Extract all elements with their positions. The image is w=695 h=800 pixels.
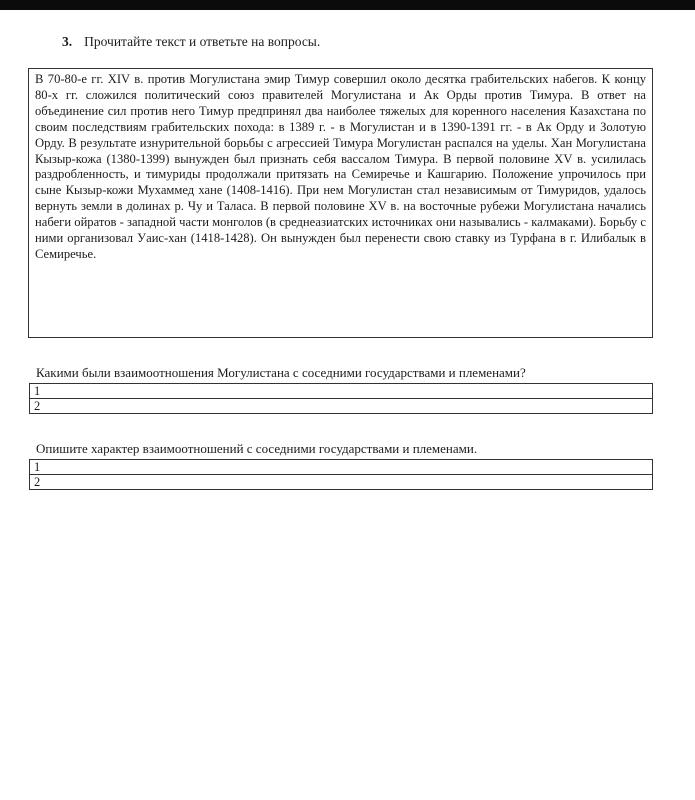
task-number: 3.: [62, 34, 73, 49]
top-status-bar: [0, 0, 695, 10]
question-1-answer-table: [29, 383, 653, 414]
task-heading: [62, 34, 320, 50]
answer-row[interactable]: [30, 399, 653, 414]
question-1-title: Какими были взаимоотношения Могулистана с соседними государствами и племенами?: [36, 365, 526, 380]
answer-row-number: 2: [30, 399, 653, 414]
answer-row-number: 2: [30, 475, 653, 490]
answer-row[interactable]: [30, 475, 653, 490]
answer-row[interactable]: [30, 460, 653, 475]
answer-row[interactable]: [30, 384, 653, 399]
reading-passage: В 70-80-е гг. XIV в. против Могулистана эмир Тимур совершил около десятка грабительских набегов. К концу 80-х гг. сложился политический союз правителей Могулистана и Ак Орды против Тимура. В ответ на объединение сил против него Тимур предпринял два наиболее тяжелых для коренного населения Казахстана по своим последствиям грабительских похода: в 1389 г. - в Могулистан и в 1390-1391 гг. - в Ак Орду и Золотую Орду. В результате изнурительной борьбы с агрессией Тимура Могулистан распался на уделы. Хан Могулистана Кызыр-кожа (1380-1399) вынужден был признать себя вассалом Тимура. В первой половине XV в. усилилась раздробленность, и тимуриды продолжали притязать на Семиречье и Кашгарию. Положение упрочилось при сыне Кызыр-кожи Мухаммед хане (1408-1416). При нем Могулистан стал независимым от Тимуридов, удалось вернуть земли в долинах р. Чу и Таласа. В первой половине XV в. на восточные рубежи Могулистана начались набеги ойратов - западной части монголов (в среднеазиатских источниках они назывались - калмаками). Борьбу с ними организовал Уаис-хан (1418-1428). Он вынужден был перенести свою ставку из Турфана в г. Илибалык в Семиречье.: [28, 68, 653, 338]
answer-row-number: 1: [30, 384, 653, 399]
task-instruction: Прочитайте текст и ответьте на вопросы.: [84, 34, 321, 49]
answer-row-number: 1: [30, 460, 653, 475]
question-2-title: Опишите характер взаимоотношений с соседними государствами и племенами.: [36, 441, 478, 456]
question-2-answer-table: [29, 459, 653, 490]
